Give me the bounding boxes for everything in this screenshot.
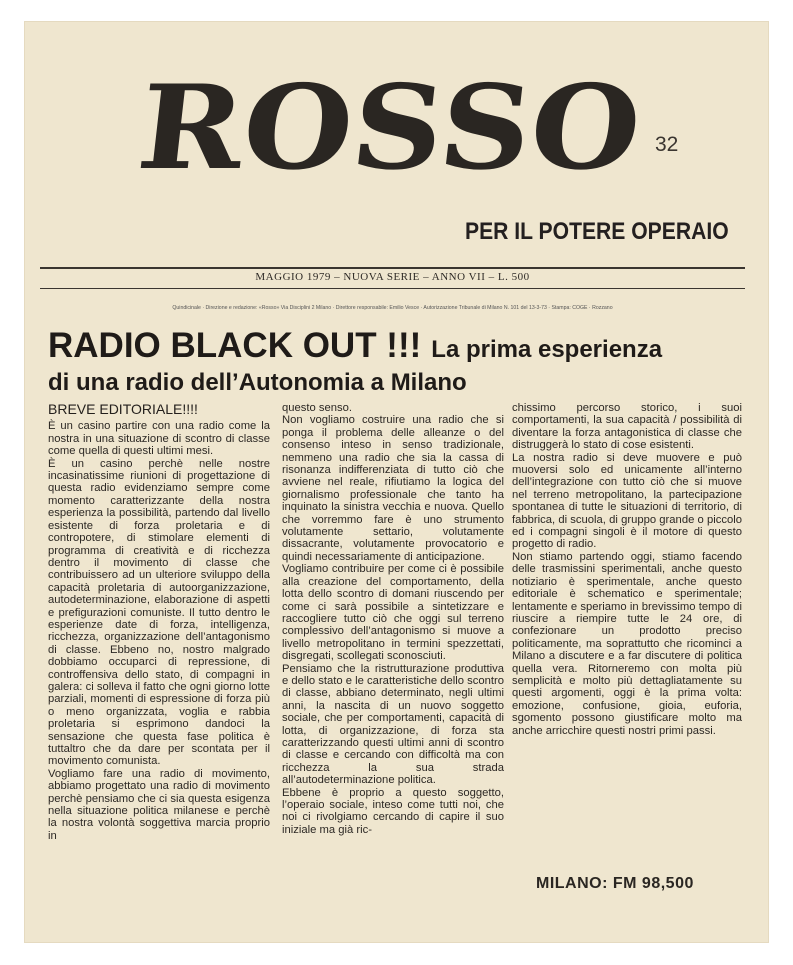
- paragraph: È un casino partire con una radio come la nostra in una situazione di scontro di classe come quella di questi ultimi mesi.: [48, 420, 270, 458]
- paragraph: Pensiamo che la ristrutturazione produttiva e dello stato e le caratteristiche dello scontro di classe, abbiano determinato, negli ultimi anni, la nascita di un nuovo soggetto sociale, che per comportamenti, capacità di lotta, di organizzazione, di forza sta caratterizzando questi ultimi anni di scontro di classe e cercando con difficoltà ma con ricchezza la sua strada all’autodeterminazione politica.: [282, 662, 504, 787]
- paragraph: Vogliamo contribuire per come ci è possibile alla creazione del comportamento, della lotta dello scontro di domani riuscendo per come ci sarà possibile a sintetizzare e raccogliere tutto ciò che oggi sul terreno complessivo dell’antagonismo si muove a livello metropolitano in termini spezzettati, disgregati, scollegati sconosciuti.: [282, 563, 504, 663]
- masthead-logo: ROSSO: [131, 60, 648, 196]
- paragraph: Non vogliamo costruire una radio che si ponga il problema delle alleanze o del consenso inteso in senso tradizionale, nemmeno una radio che sia la cassa di risonanza indifferenziata di tutto ciò che avviene nel reale, rifiutiamo la logica del giornalismo professionale che tanto ha inquinato la sinistra vecchia e nuova. Quello che vorremmo fare è uno strumento volutamente settario, volutamente dissacrante, volutamente provocatorio e quindi necessariamente di anticipazione.: [282, 414, 504, 563]
- radio-frequency: MILANO: FM 98,500: [536, 875, 694, 892]
- paragraph: Non stiamo partendo oggi, stiamo facendo delle trasmissini sperimentali, anche questo notiziario è sperimentale, anche questo editoriale è schematico e sperimentale; lentamente e speriamo in brevissimo tempo di riuscire a riempire tutte le 24 ore, di confezionare un prodotto preciso politicamente, ma soprattutto che ricominci a Milano a discutere e a far discutere di politica quella vera. Ritorneremo con molta più semplicità e molto più dettagliatamente su questi argomenti, oggi è la prima volta: emozione, confusione, gioia, euforia, sgomento possono giustificare molto ma anche arricchire questi nostri primi passi.: [512, 550, 742, 737]
- article-column-3: [512, 402, 742, 737]
- editorial-title: BREVE EDITORIALE!!!!: [48, 401, 198, 417]
- dateline: MAGGIO 1979 – NUOVA SERIE – ANNO VII – L. 500: [255, 271, 530, 283]
- article-column-2: [282, 402, 504, 836]
- divider-top: [40, 267, 745, 269]
- paragraph: La nostra radio si deve muovere e può muoversi solo ed unicamente all’interno dell’integrazione con tutto ciò che si muove nel terreno metropolitano, la partecipazione spontanea di tutte le situazioni di territorio, di fabbrica, di scuola, di gruppo grande o piccolo ed i compagni singoli è il motore di questo progetto di radio.: [512, 451, 742, 551]
- paragraph: Vogliamo fare una radio di movimento, abbiamo progettato una radio di movimento perchè pensiamo che ci sia questa esigenza nella situazione politica milanese e perchè la nostra volontà soggettiva marcia proprio in: [48, 767, 270, 842]
- publication-imprint: Quindicinale · Direzione e redazione: «Rosso» Via Disciplini 2 Milano · Direttore responsabile: Emilio Vesce · Autorizzazione Tribunale di Milano N. 101 del 13-3-73 · Stampa: COGE · Rozzano: [172, 305, 613, 311]
- paragraph: Ebbene è proprio a questo soggetto, l’operaio sociale, inteso come tutti noi, che noi ci rivolgiamo cercando di capire il suo iniziale ma già ric-: [282, 786, 504, 836]
- headline-main: RADIO BLACK OUT !!!: [48, 326, 422, 365]
- divider-bottom: [40, 288, 745, 289]
- paragraph: chissimo percorso storico, i suoi comportamenti, la sua capacità / possibilità di diventare la forza antagonistica di classe che distruggerà lo stato di cose esistenti.: [512, 402, 742, 452]
- issue-number: 32: [655, 133, 679, 156]
- headline-subtitle-part1: La prima esperienza: [431, 336, 663, 363]
- masthead-subtitle: PER IL POTERE OPERAIO: [465, 218, 729, 245]
- headline-subtitle-part2: di una radio dell’Autonomia a Milano: [48, 369, 467, 396]
- article-column-1: [48, 402, 270, 842]
- paragraph: questo senso.: [282, 402, 353, 414]
- headline: [48, 326, 662, 366]
- paragraph: È un casino perchè nelle nostre incasinatissime riunioni di progettazione di questa radio evidenziamo sempre come momento caratterizzante della nostra esperienza la possibilità, partendo dal livello esistente di forza proletaria e di contropotere, di stimolare elementi di programma di creatività e di ricchezza dentro il movimento di classe che contribuissero ad un ulteriore sviluppo della capacità proletaria di autoorganizzazione, autodeterminazione, elaborazione di aspetti e prefigurazioni comuniste. Il tutto dentro le esperienze date di forza, intelligenza, ricchezza, organizzazione dell’antagonismo di classe. Ebbeno no, nostro malgrado dobbiamo occuparci di repressione, di controffensiva dello stato, di compagni in galera: ci solleva il fatto che ogni giorno lotte parziali, momenti di espressione di forza più o meno organizzata, voglia e rabbia proletaria si esprimono dandoci la sensazione che questa fase politica è tuttaltro che da dare per scontata per il movimento comunista.: [48, 457, 270, 768]
